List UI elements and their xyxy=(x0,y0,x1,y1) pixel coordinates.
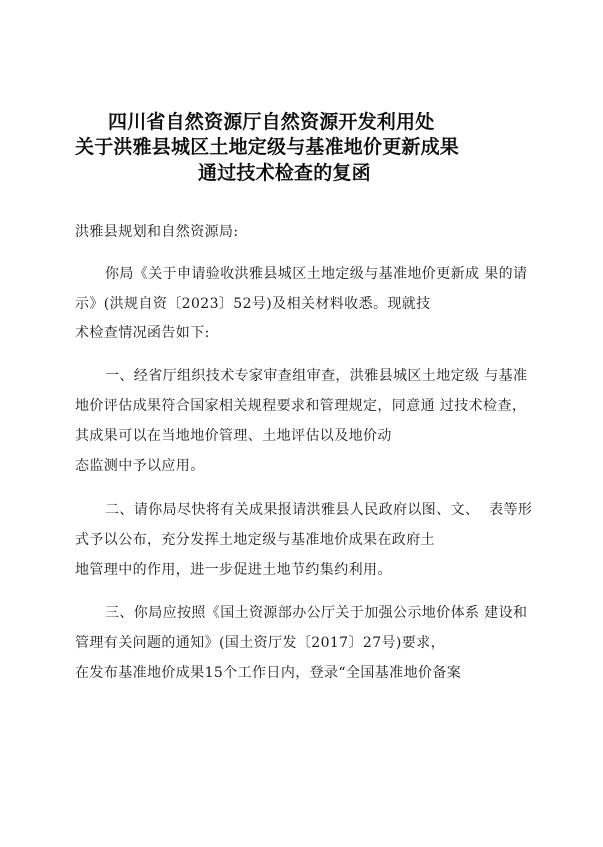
document-title-line-1: 四川省自然资源厅自然资源开发利用处 xyxy=(108,111,435,133)
document-title-line-3: 通过技术检查的复函 xyxy=(198,162,371,184)
paragraph-1-line-1: 你局《关于申请验收洪雅县城区土地定级与基准地价更新成 果的请 xyxy=(105,266,528,282)
document-title-line-2: 关于洪雅县城区土地定级与基准地价更新成果 xyxy=(75,136,460,158)
paragraph-1-line-3: 术检查情况函告如下: xyxy=(75,325,210,341)
paragraph-4-line-1: 三、你局应按照《国土资源部办公厅关于加强公示地价体系 建设和 xyxy=(105,605,528,621)
paragraph-3-line-3: 地管理中的作用，进一步促进土地节约集约利用。 xyxy=(75,562,392,578)
paragraph-2-line-1: 一、经省厅组织技术专家审查组审查，洪雅县城区土地定级 与基准 xyxy=(105,368,528,384)
paragraph-4-line-2: 管理有关问题的通知》(国土资厅发〔2017〕27号)要求， xyxy=(75,635,445,651)
paragraph-2-line-3: 其成果可以在当地地价管理、土地评估以及地价动 xyxy=(75,428,392,444)
paragraph-1-line-2: 示》(洪规自资〔2023〕52号)及相关材料收悉。现就技 xyxy=(75,296,431,312)
salutation: 洪雅县规划和自然资源局: xyxy=(75,224,239,240)
paragraph-3-line-1: 二、请你局尽快将有关成果报请洪雅县人民政府以图、文、 表等形 xyxy=(105,502,533,518)
paragraph-2-line-4: 态监测中予以应用。 xyxy=(75,458,205,474)
paragraph-2-line-2: 地价评估成果符合国家相关规程要求和管理规定，同意通 过技术检查， xyxy=(75,398,527,414)
paragraph-3-line-2: 式予以公布，充分发挥土地定级与基准地价成果在政府土 xyxy=(75,532,435,548)
paragraph-4-line-3: 在发布基准地价成果15个工作日内，登录“全国基准地价备案 xyxy=(75,665,462,681)
